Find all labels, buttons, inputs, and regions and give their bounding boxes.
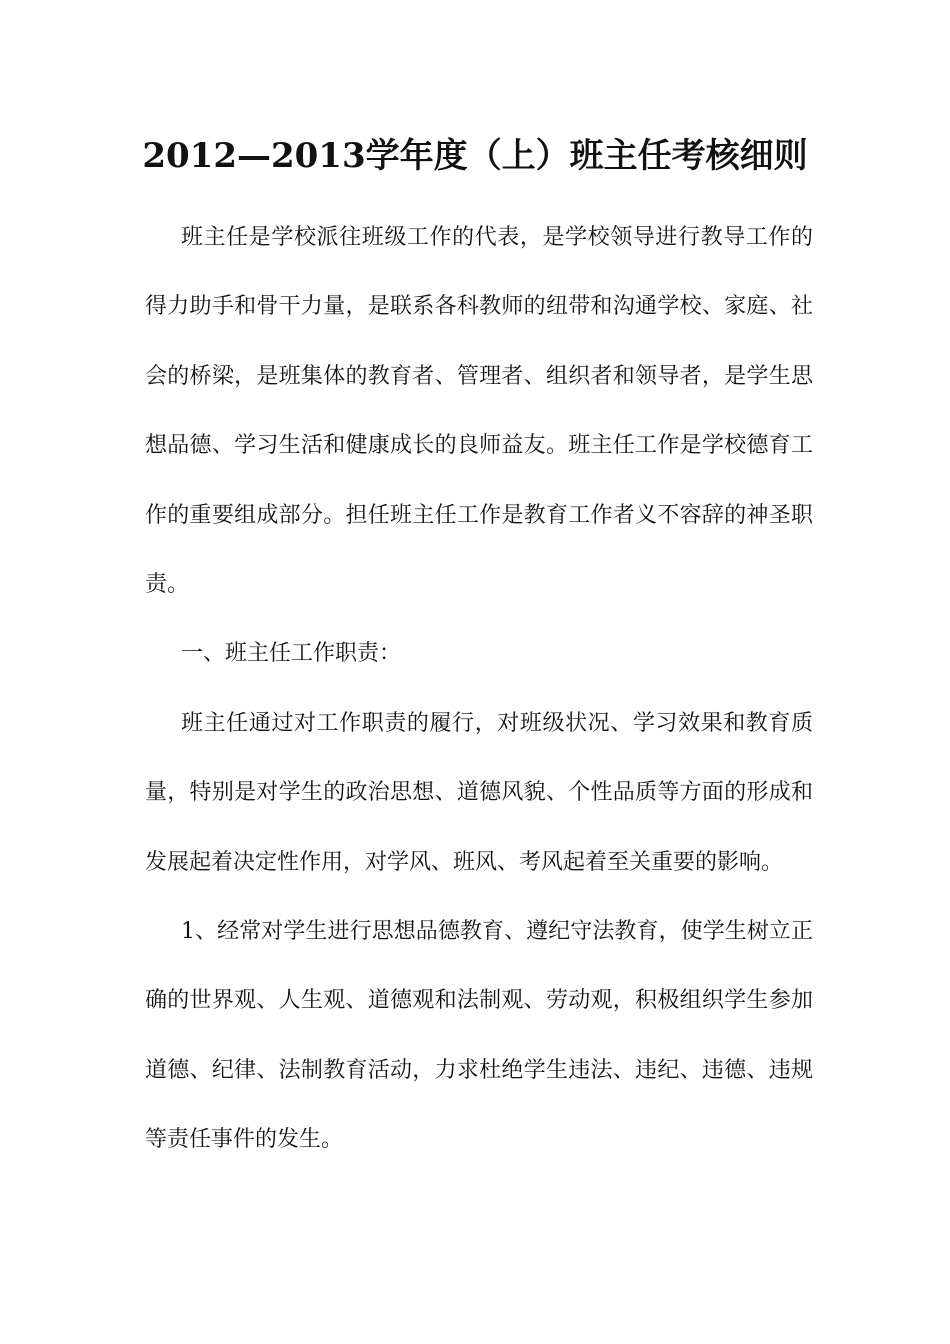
list-item-1: 1、经常对学生进行思想品德教育、遵纪守法教育，使学生树立正确的世界观、人生观、道德观和法制观、劳动观，积极组织学生参加道德、纪律、法制教育活动，力求杜绝学生违法、违纪、违德、违规等责任事件的发生。 xyxy=(145,919,813,1153)
intro-paragraph: 班主任是学校派往班级工作的代表，是学校领导进行教导工作的得力助手和骨干力量，是联系各科教师的纽带和沟通学校、家庭、社会的桥梁，是班集体的教育者、管理者、组织者和领导者，是学生思想品德、学习生活和健康成长的良师益友。班主任工作是学校德育工作的重要组成部分。担任班主任工作是教育工作者义不容辞的神圣职责。 xyxy=(145,225,813,598)
section-paragraph: 班主任通过对工作职责的履行，对班级状况、学习效果和教育质量，特别是对学生的政治思想、道德风貌、个性品质等方面的形成和发展起着决定性作用，对学风、班风、考风起着至关重要的影响。 xyxy=(145,710,813,875)
section-heading: 一、班主任工作职责： xyxy=(181,641,402,667)
document-body xyxy=(145,203,813,1175)
document-title: 2012—2013学年度（上）班主任考核细则 xyxy=(142,136,808,176)
